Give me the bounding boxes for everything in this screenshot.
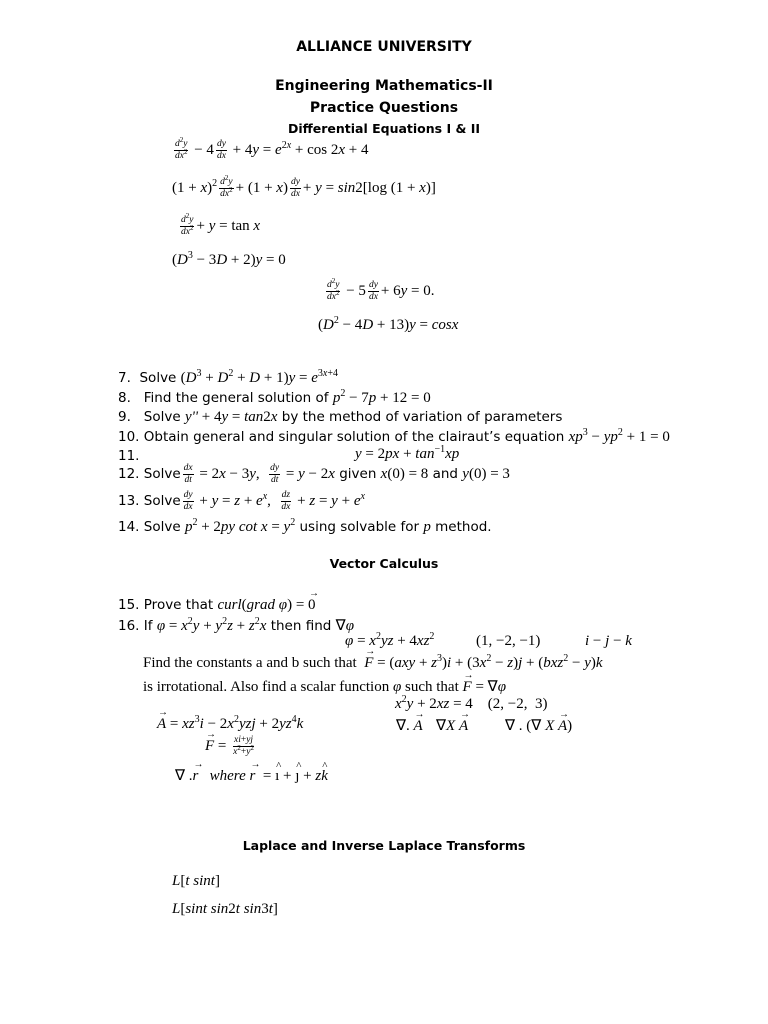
equation-3: $\frac{d^2y}{dx^2}$ + y = tan x <box>181 212 261 237</box>
divergence-a: ∇. → A <box>396 716 423 735</box>
equation-directional-derivative: $\varphi = x^2yz + 4xz^2$ <box>345 631 435 649</box>
question-8: 8. Find the general solution of $p^2 - 7p + 12 = 0$ <box>118 388 431 406</box>
question-12: 12. Solve $\frac{dx}{dt}$ = 2x − 3y, $\frac{dy}{dt}$ = y − 2x given x(0) = 8 and y(0) = 3 <box>118 463 510 485</box>
equation-4: $(D^3 - 3D + 2)y = 0$ <box>172 250 286 268</box>
question-11-number: 11. <box>118 448 140 464</box>
question-15: 15. Prove that curl(grad φ) = → 0 <box>118 597 316 614</box>
course-title: Engineering Mathematics-II <box>275 78 493 94</box>
university-title: ALLIANCE UNIVERSITY <box>296 39 472 55</box>
direction-vector: i − j − k <box>585 633 632 649</box>
question-11: $y = 2px + \tan^{-1}xp$ <box>355 444 460 462</box>
laplace-question-1: L[t sint] <box>172 873 220 889</box>
equation-surface: $x^2y + 2xz = 4$ (2, −2, 3) <box>395 694 548 712</box>
curl-a: ∇X → A <box>436 716 468 735</box>
practice-questions-title: Practice Questions <box>309 100 459 116</box>
divergence-curl-a: ∇ . (∇ X → A) <box>505 716 572 735</box>
question-10: 10. Obtain general and singular solution of the clairaut’s equation $xp^3 - yp^2 + 1 = 0$ <box>118 427 670 445</box>
section-vector-calculus: Vector Calculus <box>329 556 439 571</box>
question-number: 15. <box>118 597 140 613</box>
equation-divergence-r: ∇ .→ r where → r = ^ ı + ^ ȷ + z^ k <box>175 766 328 785</box>
equation-vector-a: → $A = xz^3i - 2x^2yzj + 2yz^4k$ <box>157 716 303 733</box>
section-differential-equations: Differential Equations I & II <box>287 121 481 136</box>
irrotational-question-line-2: is irrotational. Also find a scalar function φ such that → F = ∇φ <box>143 677 506 696</box>
question-number: 10. <box>118 429 140 445</box>
section-laplace: Laplace and Inverse Laplace Transforms <box>242 838 526 853</box>
question-7: 7. Solve $(D^3 + D^2 + D + 1)y = e^{3x+4}$ <box>118 368 338 386</box>
irrotational-question-line-1: Find the constants a and b such that → $F = (axy + z^3)i + (3x^2 - z)j + (bxz^2 - y)k$ <box>143 655 603 672</box>
question-number: 8. <box>118 390 131 406</box>
equation-2: $(1 + x)^2$ $\frac{d^2y}{dx^2}$ + (1 + x) $\frac{dy}{dx}$ + y = sin2[log (1 + x)] <box>172 174 436 199</box>
equation-6: $(D^2 - 4D + 13)y = \cos x$ <box>318 315 459 333</box>
question-9: 9. Solve y'' + 4y = tan2x by the method of variation of parameters <box>118 409 563 425</box>
question-number: 9. <box>118 409 131 425</box>
question-number: 12. <box>118 465 140 482</box>
question-number: 13. <box>118 492 140 509</box>
question-13: 13. Solve $\frac{dy}{dx}$ + $y = z + e^x$, $\frac{dz}{dx}$ + $z = y + e^x$ <box>118 490 365 512</box>
question-number: 16. <box>118 618 140 634</box>
question-number: 7. <box>118 370 131 386</box>
question-number: 14. <box>118 519 140 535</box>
equation-5: $\frac{d^2y}{dx^2}$ − 5 $\frac{dy}{dx}$ + 6y = 0. <box>327 277 435 302</box>
point-1: (1, −2, −1) <box>476 633 541 649</box>
question-16: 16. If $\varphi = x^2y + y^2z + z^2x$ then find ∇φ <box>118 616 354 634</box>
laplace-question-2: L[sint sin2t sin3t] <box>172 901 278 917</box>
question-14: 14. Solve $p^2 + 2py$ $\cot x = y^2$ using solvable for p method. <box>118 517 492 535</box>
equation-1: $\frac{d^2y}{dx^2}$ − 4 $\frac{dy}{dx}$ + $4y = e^{2x} + \cos 2x + 4$ <box>175 136 369 161</box>
equation-vector-f: → F = $\frac{xi+yj}{x^2+y^2}$ <box>205 735 257 758</box>
